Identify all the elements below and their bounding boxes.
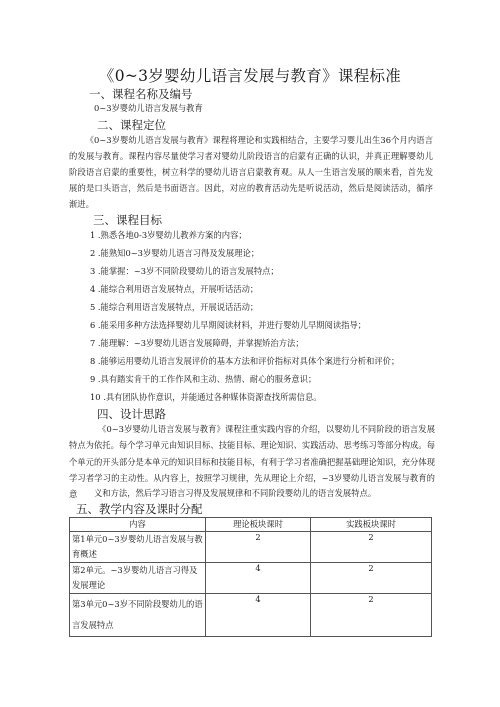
- section-2-body: 《0~3岁婴幼儿语言发展与教育》课程将理论和实践相结合，主要学习婴儿出生36个月内语言的发展与教育。课程内容尽量使学习者对婴幼儿阶段语言的启蒙有正确的认识，并真正理解婴幼儿阶段语言启蒙的重要性，树立科学的婴幼儿语言启蒙教育观。从人一生语言发展的顺来看，首先发展的是口头语言，然后是书面语言。因此，对应的教育活动先是听说活动，然后是阅读活动，循序渐进。: [69, 135, 433, 209]
- schedule-table: [69, 517, 432, 637]
- cell-practice: 2: [311, 594, 432, 637]
- cell-content: 第3单元0~3岁不同阶段婴幼儿的语言发展特点: [70, 594, 206, 637]
- cell-practice: 2: [311, 563, 432, 594]
- list-item: 9 .具有踏实肯干的工作作风和主动、热情、耐心的服务意识；: [90, 374, 317, 384]
- list-item: 4 .能综合利用语言发展特点，开展听话活动；: [90, 284, 259, 294]
- cell-theory: 4: [206, 594, 311, 637]
- section-2-heading: 二、课程定位: [97, 118, 166, 132]
- list-item: 5 .能综合利用语言发展特点，开展说话活动；: [90, 302, 259, 312]
- section-4-body: 《0~3岁婴幼儿语言发展与教育》课程注重实践内容的介绍，以婴幼儿不同阶段的语言发展特点为依托。每个学习单元由知识目标、技能目标、理论知识、实践活动、思考练习等部分构成。每个单元的开头部分是本单元的知识目标和技能目标，有利于学习者准确把握基础理论知识，充分体现学习者学习的主动性。从内容上，按照学习规律，先从理论上介绍，~3岁婴幼儿语言发展与教育的意: [69, 424, 435, 500]
- list-item: 3 .能掌握：~3岁不同阶段婴幼儿的语言发展特点；: [90, 266, 279, 276]
- list-item: 10 .具有团队协作意识，并能通过各种媒体资源查找所需信息。: [90, 392, 322, 402]
- document-title: 《0~3岁婴幼儿语言发展与教育》课程标准: [98, 67, 402, 85]
- section-3-heading: 三、课程目标: [93, 213, 162, 227]
- header-content: 内容: [70, 518, 206, 532]
- table-row: [70, 532, 432, 563]
- list-item: 6 .能采用多种方法选择婴幼儿早期阅读材料，并进行婴幼儿早期阅读指导；: [90, 320, 367, 330]
- cell-theory: 4: [206, 563, 311, 594]
- section-4-heading: 四、设计思路: [97, 407, 166, 421]
- table-row: [70, 563, 432, 594]
- cell-theory: 2: [206, 532, 311, 563]
- cell-content: 第2单元。~3岁婴幼儿语言习得及发展理论: [70, 563, 206, 594]
- list-item: 2 .能熟知0~3岁婴幼儿语言习得及发展理论；: [90, 248, 260, 258]
- list-item: 7 .能理解：~3岁婴幼儿语言发展障碍，并掌握矫治方法；: [90, 338, 304, 348]
- cell-practice: 2: [311, 532, 432, 563]
- header-theory-hours: 理论板块课时: [206, 518, 311, 532]
- cell-content: 第1单元0~3岁婴幼儿语言发展与教育概述: [70, 532, 206, 563]
- section-1-heading: 一、课程名称及编号: [89, 87, 193, 101]
- list-item: 1 .熟悉各地0-3岁婴幼儿教养方案的内容；: [90, 230, 247, 240]
- table-row: [70, 594, 432, 637]
- section-1-body: 0~3岁婴幼儿语言发展与教育: [94, 103, 203, 113]
- section-4-body-continued: 义和方法，然后学习语言习得及发展规律和不同阶段婴幼儿的语言发展特点。: [94, 488, 377, 498]
- table-header-row: [70, 518, 432, 532]
- header-practice-hours: 实践板块课时: [311, 518, 432, 532]
- list-item: 8 .能够运用婴幼儿语言发展评价的基本方法和评价指标对具体个案进行分析和评价；: [90, 356, 400, 366]
- section-5-heading: 五、教学内容及课时分配: [76, 502, 203, 516]
